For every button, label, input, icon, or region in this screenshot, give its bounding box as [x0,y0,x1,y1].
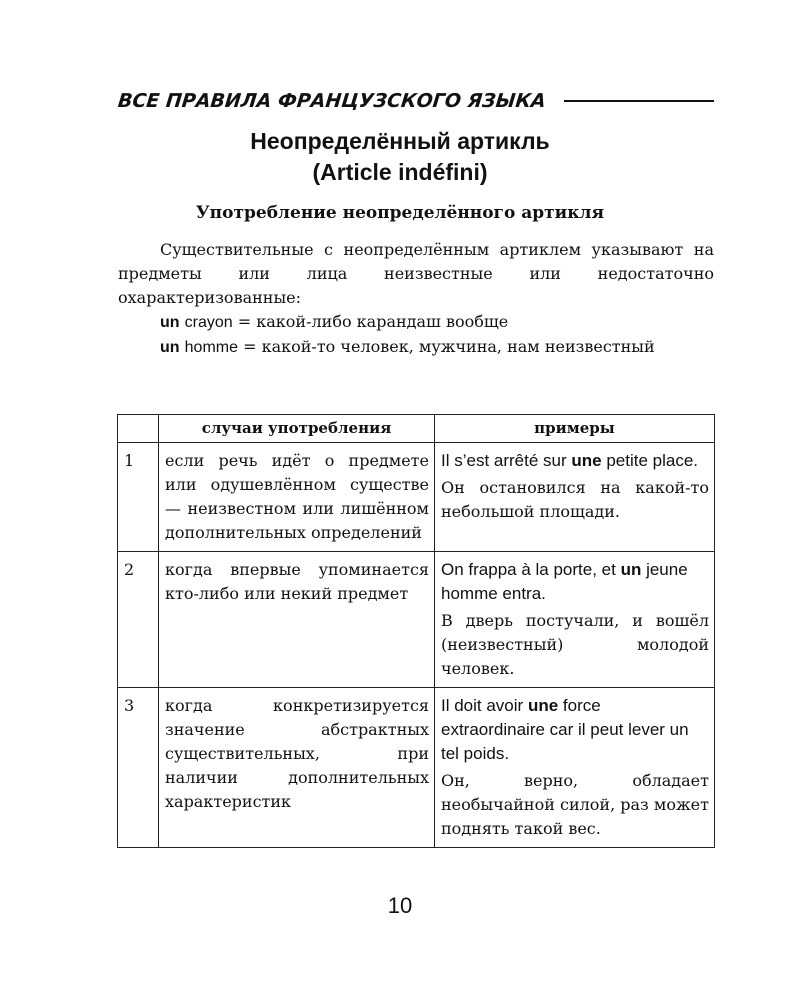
row-number: 3 [118,688,159,848]
intro-example-2 [118,335,714,360]
running-head [118,86,714,116]
intro-paragraph [118,238,714,360]
section-title [0,126,800,188]
french-text: Il doit avoir [441,696,528,715]
french-text: Il s’est arrêté sur [441,451,572,470]
row-case: если речь идёт о предмете или одушевлённом существе — неизвестном или лишённом дополнительных определений [159,443,435,552]
french-example [441,449,709,473]
section-subtitle: Употребление неопределённого артикля [195,203,605,223]
usage-table [117,414,715,848]
french-text: force extraordinaire car il peut lever un tel poids. [441,696,689,763]
page-number: 10 [387,893,413,918]
row-case: когда впервые упоминается кто-либо или некий предмет [159,552,435,688]
row-case: когда конкретизируется значение абстрактных существительных, при наличии дополнительных характеристик [159,688,435,848]
running-head-rule [564,100,714,102]
section-title-line-1: Неопределённый артикль [250,128,550,154]
intro-example-1 [118,310,714,335]
russian-translation: В дверь постучали, и вошёл (неизвестный) молодой человек. [441,611,709,678]
row-example [435,552,715,688]
header-num [118,415,159,443]
row-number: 1 [118,443,159,552]
french-article: une [527,696,559,715]
running-head-title: ВСЕ ПРАВИЛА ФРАНЦУЗСКОГО ЯЗЫКА [116,90,547,112]
russian-translation: Он, верно, обладает необычайной силой, раз может поднять такой вес. [441,771,709,838]
russian-translation: Он остановился на какой-то небольшой площади. [441,478,709,521]
french-text: petite place. [601,451,699,470]
example-word: homme [184,339,238,356]
example-article: un [160,314,180,331]
table-row [118,552,715,688]
french-article: une [571,451,602,470]
header-cases: случаи употребления [159,415,435,443]
section-title-line-2: (Article indéfini) [312,159,488,185]
table-header-row [118,415,715,443]
table-row [118,443,715,552]
header-examples: примеры [435,415,715,443]
french-article: un [620,560,642,579]
row-number: 2 [118,552,159,688]
french-text: On frappa à la porte, et [441,560,621,579]
intro-text: Существительные с неопределённым артиклем указывают на предметы или лица неизвестные или недостаточно охарактеризованные: [118,240,714,307]
row-example [435,688,715,848]
french-example [441,558,709,606]
example-translation: = какой-то человек, мужчина, нам неизвестный [238,337,655,356]
french-example [441,694,709,766]
example-translation: = какой-либо карандаш вообще [232,312,509,331]
example-article: un [160,339,180,356]
table-row [118,688,715,848]
french-text: jeune homme entra. [441,560,688,603]
row-example [435,443,715,552]
example-word: crayon [184,314,233,331]
